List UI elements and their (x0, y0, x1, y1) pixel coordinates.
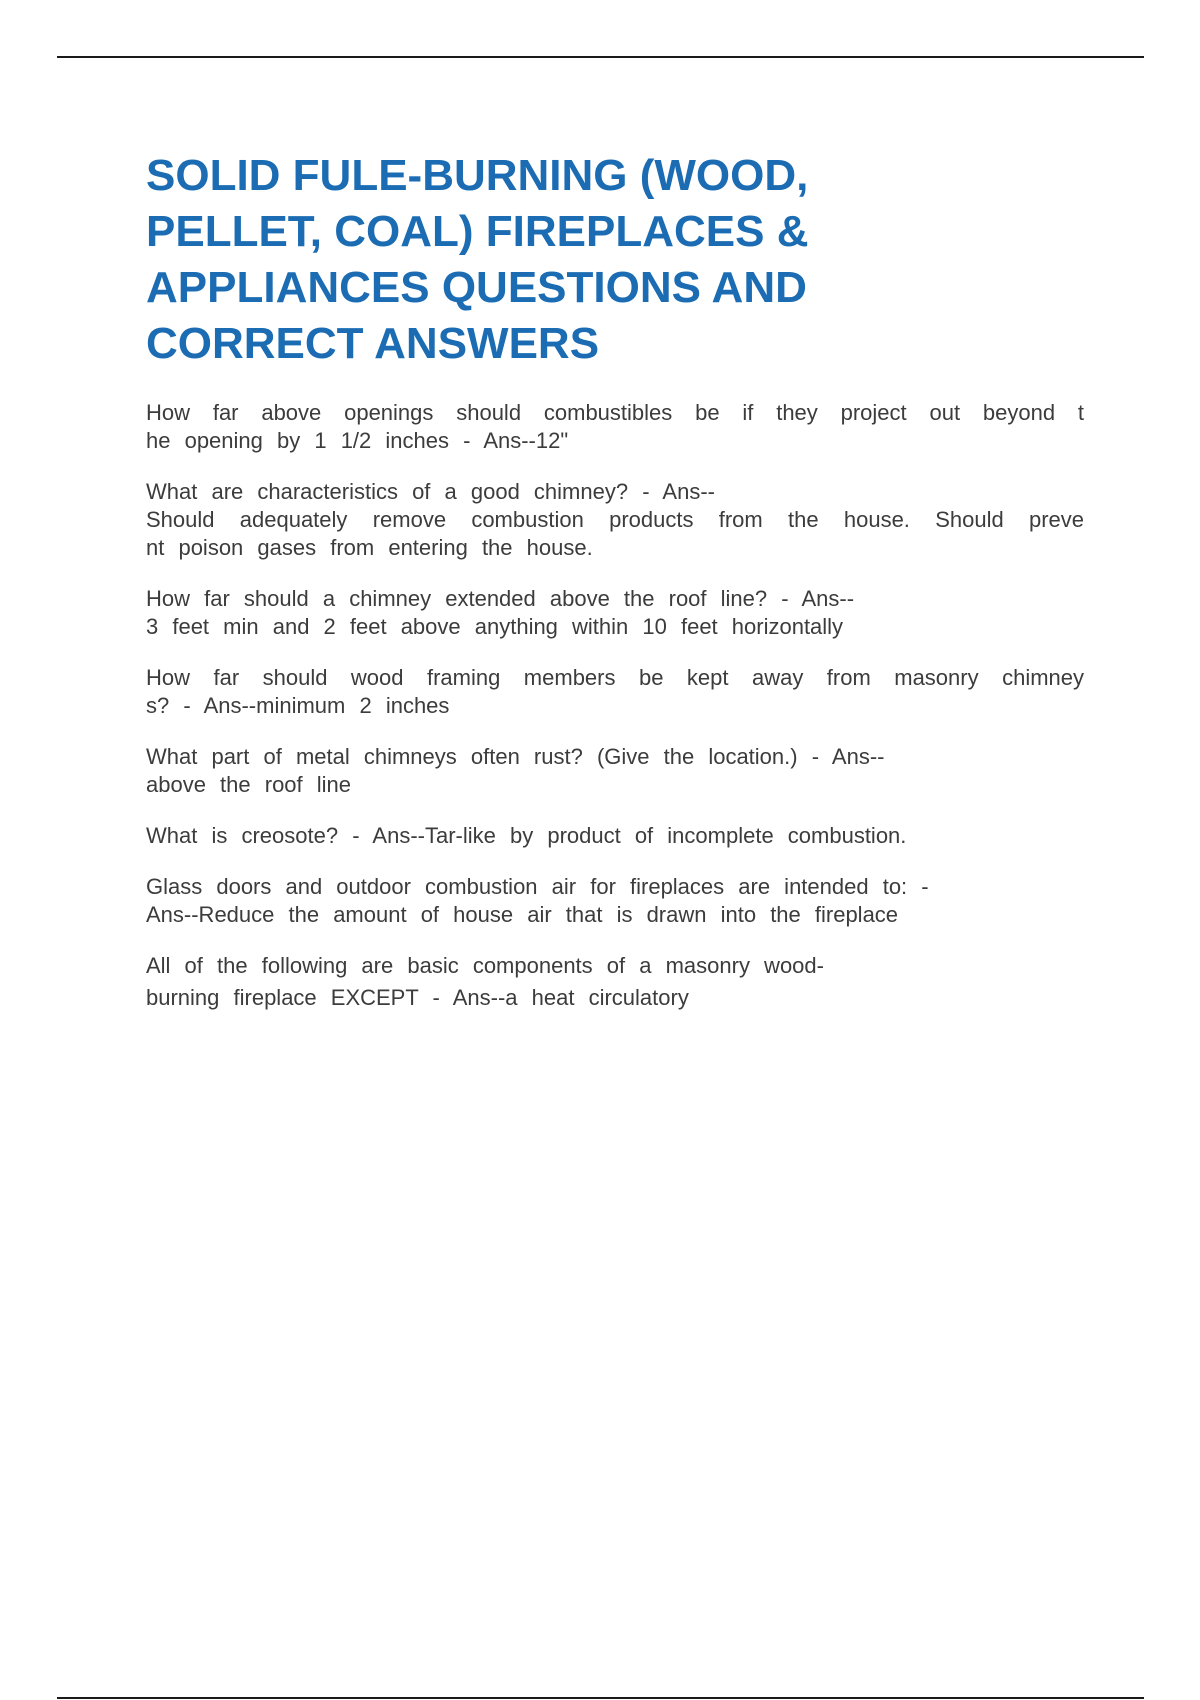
qa-item (146, 478, 1084, 562)
qa-item (146, 822, 1084, 850)
qa-item (146, 873, 1084, 929)
qa-line: What part of metal chimneys often rust? (Give the location.) - Ans-- (146, 744, 885, 769)
qa-item (146, 743, 1084, 799)
qa-line: s? - Ans--minimum 2 inches (146, 693, 450, 718)
qa-line: Should adequately remove combustion products from the house. Should preve (146, 507, 1084, 532)
header-rule (57, 56, 1144, 58)
qa-line: Glass doors and outdoor combustion air for fireplaces are intended to: - (146, 874, 929, 899)
qa-line: burning fireplace EXCEPT - Ans--a heat circulatory (146, 985, 689, 1010)
qa-item (146, 585, 1084, 641)
qa-item (146, 664, 1084, 720)
qa-line: What is creosote? - Ans--Tar-like by product of incomplete combustion. (146, 823, 907, 848)
qa-line: above the roof line (146, 772, 352, 797)
qa-line: All of the following are basic components of a masonry wood- (146, 953, 824, 978)
qa-line: he opening by 1 1/2 inches - Ans--12" (146, 428, 569, 453)
qa-line: How far should a chimney extended above the roof line? - Ans-- (146, 586, 855, 611)
qa-line: Ans--Reduce the amount of house air that is drawn into the fireplace (146, 902, 899, 927)
qa-line: nt poison gases from entering the house. (146, 535, 593, 560)
qa-item (146, 952, 1084, 1012)
qa-line: 3 feet min and 2 feet above anything within 10 feet horizontally (146, 614, 844, 639)
qa-item (146, 399, 1084, 455)
document-body (146, 148, 1084, 1035)
document-title: SOLID FULE-BURNING (WOOD, PELLET, COAL) FIREPLACES & APPLIANCES QUESTIONS AND CORRECT ANSWERS (146, 151, 809, 368)
footer-rule (57, 1697, 1144, 1699)
qa-line: How far above openings should combustibles be if they project out beyond t (146, 400, 1084, 425)
qa-line: What are characteristics of a good chimney? - Ans-- (146, 479, 715, 504)
qa-line: How far should wood framing members be kept away from masonry chimney (146, 665, 1084, 690)
